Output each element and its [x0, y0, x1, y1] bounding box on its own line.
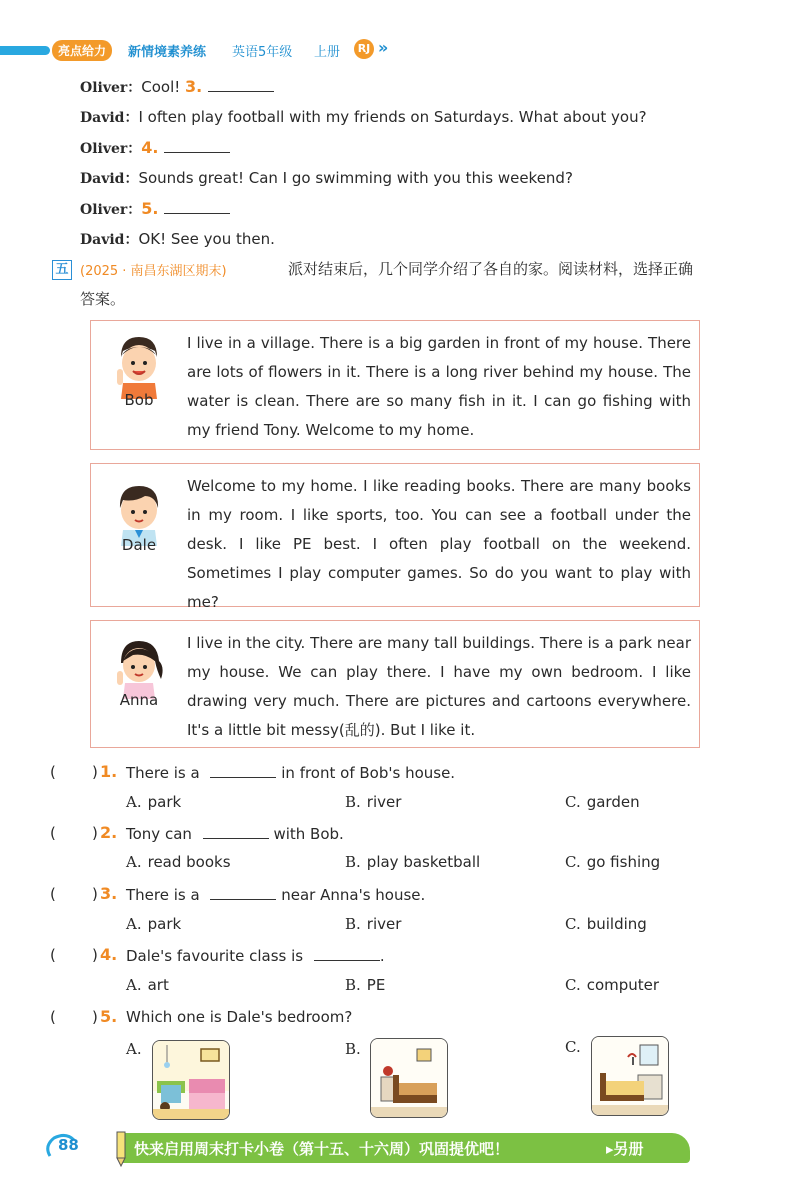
option-letter: A.: [126, 976, 142, 994]
option-text: go fishing: [586, 853, 661, 871]
character-name: Bob: [124, 391, 154, 409]
question-number: 2.: [100, 823, 118, 842]
answer-paren-close: ): [92, 763, 98, 781]
option-a[interactable]: [126, 1040, 148, 1058]
question-text: Which one is Dale's bedroom?: [126, 1008, 353, 1026]
option-c[interactable]: [565, 1038, 587, 1056]
card-text: I live in the city. There are many tall buildings. There is a park near my house. We can play there. I have my own bedroom. I like drawing very much. There are pictures and cartoons everywhere. It's a little bit messy(乱的). But I like it.: [187, 634, 691, 739]
brand-label: 亮点给力: [52, 40, 112, 61]
option-b[interactable]: [345, 853, 480, 871]
option-letter: A.: [126, 793, 142, 811]
option-a[interactable]: [126, 915, 181, 933]
answer-blank[interactable]: [164, 199, 230, 214]
option-text: park: [147, 915, 182, 933]
option-a[interactable]: [126, 853, 231, 871]
option-letter: C.: [565, 793, 581, 811]
speaker: David：: [80, 232, 139, 248]
question-text-after: in front of Bob's house.: [281, 764, 456, 782]
bedroom-picture-c[interactable]: [591, 1036, 669, 1116]
question-number: 1.: [100, 762, 118, 781]
option-c[interactable]: [565, 793, 640, 811]
volume-label: 上册: [314, 45, 341, 60]
answer-blank[interactable]: [314, 946, 380, 961]
option-letter: C.: [565, 915, 581, 933]
footer-banner-link[interactable]: ▸另册: [606, 1140, 644, 1158]
double-chevron-icon: »: [378, 38, 389, 57]
question-text-before: There is a: [126, 764, 200, 782]
speaker: David：: [80, 110, 139, 126]
series-title: 新情境素养练: [128, 45, 207, 60]
character-name: Anna: [119, 691, 159, 709]
option-letter: C.: [565, 1038, 581, 1056]
option-letter: A.: [126, 853, 142, 871]
answer-blank[interactable]: [210, 885, 276, 900]
answer-paren-open: (: [50, 763, 56, 781]
dialogue-line: [80, 199, 230, 219]
speaker: Oliver：: [80, 141, 142, 157]
line-text: Cool!: [141, 78, 181, 96]
dialogue-line: [80, 168, 573, 188]
bedroom-picture-b[interactable]: [370, 1038, 448, 1118]
section-number: 五: [52, 260, 72, 280]
answer-paren-close: ): [92, 885, 98, 903]
character-name: Dale: [121, 536, 157, 554]
blank-number: 4.: [141, 138, 159, 157]
option-c[interactable]: [565, 853, 660, 871]
option-text: PE: [366, 976, 386, 994]
answer-blank[interactable]: [164, 138, 230, 153]
option-text: building: [586, 915, 647, 933]
reading-card-dale: [90, 463, 700, 611]
edition-badge: RJ: [354, 39, 374, 59]
question-text-before: Tony can: [126, 825, 192, 843]
reading-card-bob: [90, 320, 700, 450]
bedroom-picture-a[interactable]: [152, 1040, 230, 1120]
answer-blank[interactable]: [210, 763, 276, 778]
option-text: garden: [586, 793, 640, 811]
boy-avatar-icon: [99, 472, 179, 572]
option-text: play basketball: [366, 853, 481, 871]
option-text: river: [366, 793, 402, 811]
answer-blank[interactable]: [208, 77, 274, 92]
question-text: [126, 824, 344, 843]
grade-label: 英语5年级: [232, 45, 293, 60]
blank-number: 5.: [141, 199, 159, 218]
option-text: park: [147, 793, 182, 811]
option-text: river: [366, 915, 402, 933]
answer-paren-open: (: [50, 885, 56, 903]
question-text-before: Dale's favourite class is: [126, 947, 304, 965]
option-letter: C.: [565, 976, 581, 994]
page-number: 88: [58, 1136, 79, 1154]
option-a[interactable]: [126, 976, 169, 994]
question-text: [126, 763, 455, 782]
question-number: 4.: [100, 945, 118, 964]
option-letter: A.: [126, 1040, 142, 1058]
answer-paren-close: ): [92, 946, 98, 964]
answer-paren-open: (: [50, 1008, 56, 1026]
option-a[interactable]: [126, 793, 181, 811]
dialogue-line: [80, 77, 274, 97]
option-b[interactable]: [345, 915, 401, 933]
section-instruction: 派对结束后，几个同学介绍了各自的家。阅读材料，选择正确: [288, 260, 694, 278]
option-letter: B.: [345, 853, 361, 871]
section-instruction-cont: 答案。: [80, 290, 126, 308]
option-b[interactable]: [345, 1040, 367, 1058]
line-text: Sounds great! Can I go swimming with you this weekend?: [138, 169, 573, 187]
option-b[interactable]: [345, 976, 385, 994]
dialogue-line: [80, 138, 230, 158]
speaker: Oliver：: [80, 80, 142, 96]
option-text: art: [147, 976, 169, 994]
answer-blank[interactable]: [203, 824, 269, 839]
question-text-after: near Anna's house.: [281, 886, 426, 904]
card-text: Welcome to my home. I like reading books. There are many books in my room. I like sports, too. You can see a football under the desk. I like PE best. I often play football on the weekend. Sometimes I play computer games. So do you want to play with me?: [187, 477, 691, 611]
option-c[interactable]: [565, 976, 659, 994]
question-text-before: There is a: [126, 886, 200, 904]
question-number: 5.: [100, 1007, 118, 1026]
answer-paren-close: ): [92, 1008, 98, 1026]
option-letter: C.: [565, 853, 581, 871]
answer-paren-close: ): [92, 824, 98, 842]
option-text: read books: [147, 853, 231, 871]
speaker: David：: [80, 171, 139, 187]
question-text-after: .: [379, 947, 385, 965]
option-letter: A.: [126, 915, 142, 933]
room-b-icon: [371, 1039, 447, 1117]
option-c[interactable]: [565, 915, 647, 933]
dialogue-line: [80, 229, 275, 249]
room-a-icon: [153, 1041, 229, 1119]
option-letter: B.: [345, 1040, 361, 1058]
pencil-icon: [112, 1128, 130, 1168]
reading-card-anna: [90, 620, 700, 748]
blank-number: 3.: [185, 77, 203, 96]
answer-paren-open: (: [50, 824, 56, 842]
question-number: 3.: [100, 884, 118, 903]
page-header: [0, 38, 800, 64]
line-text: I often play football with my friends on Saturdays. What about you?: [138, 108, 647, 126]
answer-paren-open: (: [50, 946, 56, 964]
option-letter: B.: [345, 915, 361, 933]
header-bar: [0, 46, 50, 55]
question-text: [126, 946, 385, 965]
question-text-after: with Bob.: [273, 825, 344, 843]
dialogue-line: [80, 107, 647, 127]
section-source: (2025 · 南昌东湖区期末): [80, 264, 227, 279]
option-letter: B.: [345, 793, 361, 811]
card-text: I live in a village. There is a big garden in front of my house. There are lots of flowers in it. There is a long river behind my house. The water is clean. There are so many fish in it. I can go fishing with my friend Tony. Welcome to my home.: [187, 334, 691, 439]
option-text: computer: [586, 976, 660, 994]
question-text: [126, 885, 425, 904]
boy-avatar-icon: [99, 327, 179, 427]
option-b[interactable]: [345, 793, 401, 811]
girl-avatar-icon: [99, 627, 179, 727]
footer-banner-text: 快来启用周末打卡小卷（第十五、十六周）巩固提优吧！: [134, 1140, 510, 1158]
option-letter: B.: [345, 976, 361, 994]
room-c-icon: [592, 1037, 668, 1115]
speaker: Oliver：: [80, 202, 142, 218]
page-footer: [0, 1128, 800, 1168]
line-text: OK! See you then.: [138, 230, 275, 248]
